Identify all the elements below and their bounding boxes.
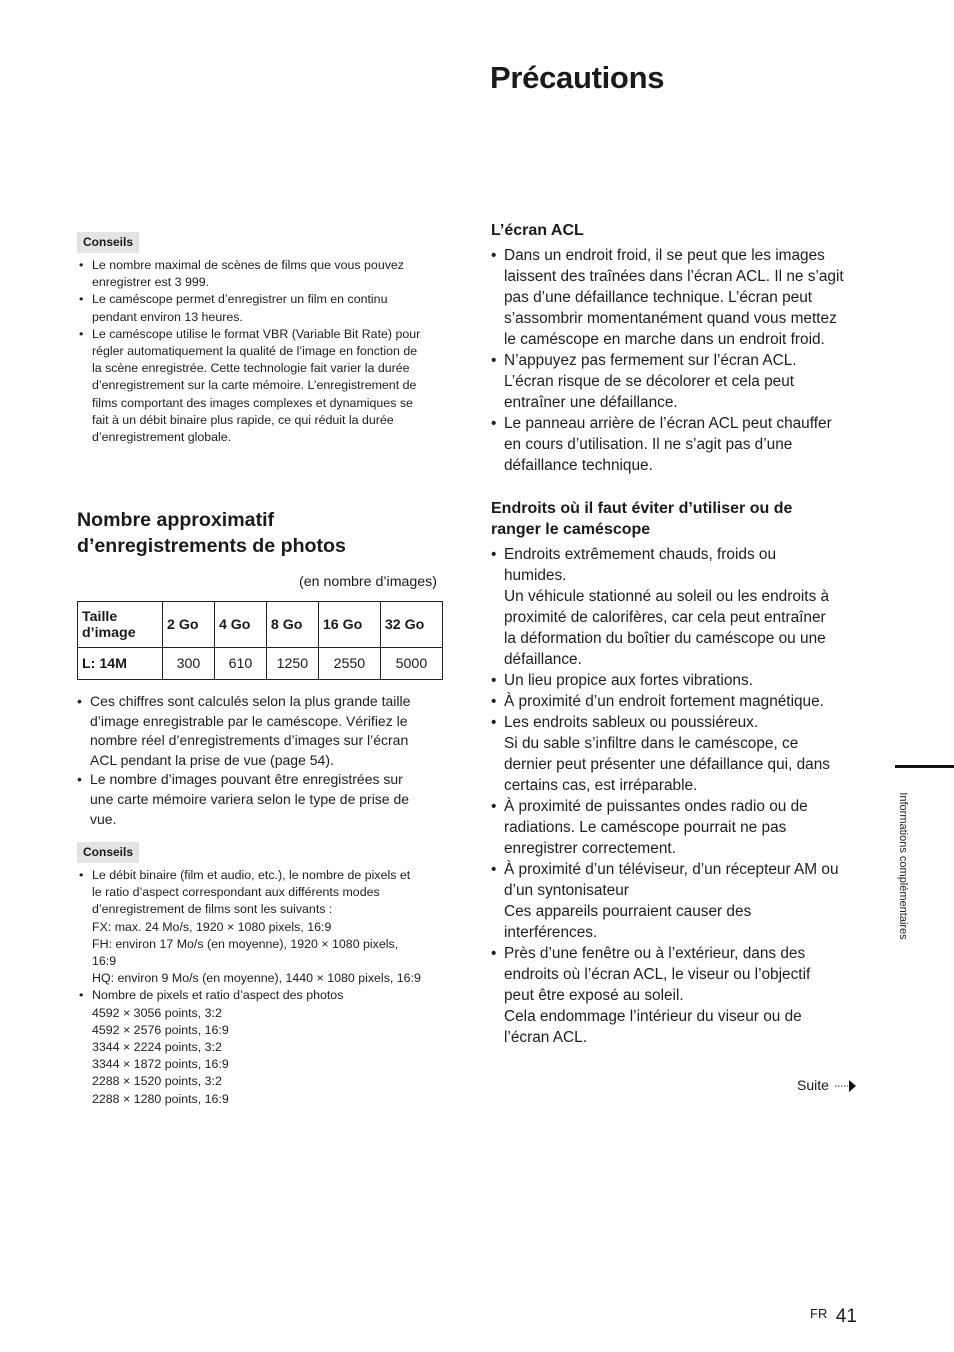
list-item [491,544,861,670]
places-section [491,498,861,1048]
list-item-line: • Le caméscope utilise le format VBR (Variable Bit Rate) pour [92,326,421,341]
dotted-arrow-icon [833,1078,857,1095]
list-item-line: • Ces chiffres sont calculés selon la plus grande taille [90,693,411,709]
list-item-line: • Dans un endroit froid, il se peut que les images [504,247,825,264]
page-title: Précautions [490,60,665,95]
table-header-cell: 16 Go [318,602,380,648]
list-item-line: la scène enregistrée. Cette technologie fait varier la durée [92,361,410,376]
table-cell: 2550 [318,648,380,680]
table-header-size-line-2: d’image [82,624,136,641]
list-item-line: • À proximité de puissantes ondes radio ou de [504,798,808,815]
list-item-line: radiations. Le caméscope pourrait ne pas [504,819,787,836]
list-item-line: • À proximité d’un téléviseur, d’un récepteur AM ou [504,861,839,878]
list-item-line: • Le nombre maximal de scènes de films que vous pouvez [92,258,404,272]
table-header-cell: 8 Go [266,602,318,648]
places-section-title [491,498,861,540]
list-item-line: enregistrer correctement. [504,840,676,857]
list-item [491,245,861,350]
conseils-top-list [77,257,445,446]
list-item-line: • N’appuyez pas fermement sur l’écran ACL. [504,352,797,369]
list-item [77,692,445,770]
table-header-row [78,602,443,648]
list-item [77,770,445,829]
table-cell: 1250 [266,648,318,680]
list-item-line: 2288 × 1520 points, 3:2 [92,1074,222,1089]
list-item-line: Si du sable s’infiltre dans le caméscope, ce [504,735,799,752]
list-item-line: peut être exposé au soleil. [504,987,684,1004]
list-item-line: en cours d’utilisation. Il ne s’agit pas d’une [504,436,793,453]
photos-title-line-1: Nombre approximatif [77,509,275,531]
places-title-line-1: Endroits où il faut éviter d’utiliser ou de [491,500,793,517]
list-item [77,291,445,325]
list-item [77,867,452,987]
list-item-line: endroits où l’écran ACL, le viseur ou l’objectif [504,966,811,983]
table-header-cell: 32 Go [380,602,442,648]
list-item-line: laissent des traînées dans l’écran ACL. Il ne s’agit [504,268,844,285]
list-item-line: ACL pendant la prise de vue (page 54). [90,751,334,768]
list-item-line: d’enregistrement de films sont les suivants : [92,902,333,917]
list-item-line: • Le débit binaire (film et audio, etc.), le nombre de pixels et [92,868,411,882]
list-item-line: le caméscope en marche dans un endroit froid. [504,331,825,348]
list-item-line: 4592 × 2576 points, 16:9 [92,1022,229,1037]
list-item-line: fait à un débit binaire plus rapide, ce qui réduit la durée [92,412,394,427]
list-item-line: HQ: environ 9 Mo/s (en moyenne), 1440 × 1080 pixels, 16:9 [92,971,421,986]
conseils-label: Conseils [77,842,139,863]
list-item-line: • Le caméscope permet d’enregistrer un film en continu [92,292,388,307]
list-item-line: 2288 × 1280 points, 16:9 [92,1091,229,1106]
list-item-line: dernier peut présenter une défaillance qui, dans [504,756,830,773]
list-item [491,413,861,476]
list-item-line: nombre réel d’enregistrements d’images sur l’écran [90,732,409,749]
list-item-line: • Nombre de pixels et ratio d’aspect des photos [92,988,344,1003]
list-item-line: l’écran ACL. [504,1029,587,1046]
table-row [78,648,443,680]
table-cell: 300 [163,648,215,680]
list-item [491,691,861,712]
list-item-line: proximité de calorifères, car cela peut entraîner [504,609,826,626]
list-item-line: FX: max. 24 Mo/s, 1920 × 1080 pixels, 16:9 [92,919,332,934]
list-item [77,326,445,446]
list-item-line: Cela endommage l’intérieur du viseur ou de [504,1008,802,1025]
list-item-line: certains cas, est irréparable. [504,777,698,794]
list-item-line: la déformation du boîtier du caméscope ou une [504,630,826,647]
list-item-line: vue. [90,810,117,827]
lcd-section [491,220,861,476]
photos-table [77,601,443,680]
table-header-size-line-1: Taille [82,608,118,625]
list-item-line: interférences. [504,924,598,941]
list-item-line: 16:9 [92,954,117,969]
list-item-line: une carte mémoire variera selon le type de prise de [90,790,410,807]
list-item-line: 3344 × 1872 points, 16:9 [92,1057,229,1072]
list-item-line: pas d’une défaillance technique. L’écran peut [504,289,813,306]
list-item [491,350,861,413]
list-item-line: • À proximité d’un endroit fortement magnétique. [504,693,824,710]
list-item-line: • Le nombre d’images pouvant être enregistrées sur [90,771,403,788]
list-item-line: d’enregistrement globale. [92,430,232,445]
places-title-line-2: ranger le caméscope [491,521,651,538]
list-item [491,796,861,859]
conseils-label: Conseils [77,232,139,253]
list-item-line: enregistrer est 3 999. [92,275,210,290]
page-footer [810,1306,857,1328]
lcd-list [491,245,861,476]
list-item-line: humides. [504,567,567,584]
list-item-line: d’enregistrement sur la carte mémoire. L’enregistrement de [92,378,417,393]
page-number: 41 [835,1306,857,1327]
table-row-label: L: 14M [78,648,163,680]
list-item-line: entraîner une défaillance. [504,394,678,411]
list-item-line: s’assombrir momentanément quand vous mettez [504,310,837,327]
table-header-size [78,602,163,648]
list-item-line: • Le panneau arrière de l’écran ACL peut chauffer [504,415,832,432]
list-item-line: • Un lieu propice aux fortes vibrations. [504,672,753,689]
list-item-line: défaillance. [504,651,582,668]
list-item [491,943,861,1048]
list-item [491,670,861,691]
side-tab-bar [895,765,954,768]
photos-title-line-2: d’enregistrements de photos [77,535,346,557]
unit-note: (en nombre d’images) [299,574,437,590]
list-item-line: Un véhicule stationné au soleil ou les endroits à [504,588,830,605]
side-tab-label: Informations complémentaires [897,792,909,940]
places-list [491,544,861,1048]
lcd-section-title: L’écran ACL [491,222,584,239]
list-item-line: • Les endroits sableux ou poussiéreux. [504,714,759,731]
list-item-line: • Près d’une fenêtre ou à l’extérieur, dans des [504,945,806,962]
continue-indicator [797,1077,857,1095]
list-item-line: pendant environ 13 heures. [92,309,243,324]
list-item-line: 4592 × 3056 points, 3:2 [92,1005,222,1020]
table-cell: 610 [214,648,266,680]
continue-label: Suite [797,1077,829,1093]
table-header-cell: 2 Go [163,602,215,648]
list-item-line: le ratio d’aspect correspondant aux différents modes [92,885,380,900]
photos-notes [77,692,445,829]
list-item-line: défaillance technique. [504,457,653,474]
photos-section-title [77,507,445,559]
list-item-line: films comportant des images complexes et dynamiques se [92,395,413,410]
list-item-line: d’image enregistrable par le caméscope. Vérifiez le [90,712,408,729]
photos-notes-list [77,692,445,829]
list-item [491,859,861,943]
conseils-top-block [77,232,445,446]
list-item [77,257,445,291]
list-item-line: 3344 × 2224 points, 3:2 [92,1040,222,1055]
list-item-line: d’un syntonisateur [504,882,629,899]
table-cell: 5000 [380,648,442,680]
list-item-line: régler automatiquement la qualité de l’image en fonction de [92,344,418,359]
conseils-bottom-block [77,842,452,1108]
conseils-bottom-list [77,867,452,1108]
list-item [491,712,861,796]
language-code: FR [810,1306,828,1321]
table-header-cell: 4 Go [214,602,266,648]
list-item-line: FH: environ 17 Mo/s (en moyenne), 1920 × 1080 pixels, [92,936,399,951]
list-item [77,987,452,1107]
photos-section [77,507,445,590]
list-item-line: Ces appareils pourraient causer des [504,903,752,920]
list-item-line: • Endroits extrêmement chauds, froids ou [504,546,777,563]
list-item-line: L’écran risque de se décolorer et cela peut [504,373,795,390]
